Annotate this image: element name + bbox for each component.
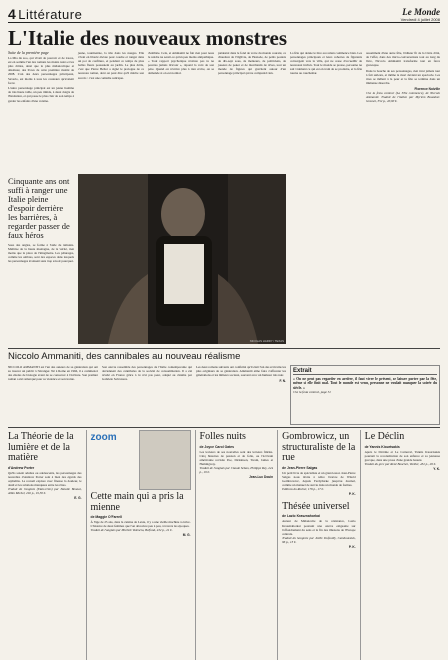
- book-cover-image: [139, 430, 191, 490]
- book-reference: Che la festa cominci (La Fête commence), de Niccolo Ammaniti. Traduit de l'italien par Myriem Bouzaher. Grasset, 352 p., 20,90 €.: [366, 90, 440, 104]
- review-ref: Traduit du grec par René Bouchet, Verdier, 432 p., 26 €.: [364, 461, 436, 466]
- pull-quote: Cinquante ans ont suffi à ranger une Italie pleine d'espoir derrière les barrières, à regarder passer de faux héros: [8, 176, 70, 240]
- paragraph: La Mia du zoo, qui vivait de pouvoir et de traces, est en somme l'un des romans les moins noirs et les plus drôles, ainsi que le plus mélancolique et désabusé, des livres de cette première moitié de 2008. L'un des deux personnages principaux, Saverio, est moins à tous les couteaux qu'avaient forcé.: [8, 56, 74, 85]
- review-signoff: P. K.: [348, 545, 356, 550]
- page-number: 4: [8, 6, 17, 22]
- main-col-4: [218, 51, 286, 171]
- paragraph: jeune, tourmentée, la tête dans les nuages. Elle vivait en liberté élevée pour coudre et ranger dans un pot de confiture, et pendant ce temps de plus belles fleurs poussaient au jardin. Le plus drôle, c'est que Pierre Bellot a signé le prologue de ce nouveau roman, dont on peut dire qu'il mérite son succès : c'est une comédie satirique.: [78, 51, 144, 80]
- review-ref: Editions du Rocher, 176 p., 17 €.: [282, 486, 324, 491]
- paragraph: Sous des angles, se forme à l'aide de témoins. Maîtrise de la haute montagne, de la vérité, rien moins que la place de l'imaginaire. Les pâturages, comme les ombres, sont des espaces dans lesquels les personnages évoluent sans trop savoir pourquoi.: [8, 243, 74, 264]
- review-byline: d'Andrew Porter: [8, 465, 35, 470]
- extrait-box: [290, 365, 440, 425]
- author-signature: Florence Noiville: [414, 86, 440, 91]
- section-name: Littérature: [18, 7, 83, 22]
- main-col-6: [366, 51, 440, 346]
- review-3: [200, 430, 274, 660]
- main-article: [8, 51, 440, 346]
- section-label: [8, 6, 82, 22]
- paragraph: assomment d'une autre fête, l'éditeur fit de la Cinta d'été, de l'effet, dans des micro-conversations tout au long du livre, Niccolo Ammaniti transforme tout en farce grotesque.: [366, 51, 440, 68]
- photo-credit: NICOLAS HARDY / TEXAS: [249, 339, 284, 343]
- review-signoff: Y. K.: [433, 466, 440, 471]
- review-byline: de Lazlo Krasznahorkai: [282, 514, 320, 519]
- review-title: Le Déclin: [364, 431, 405, 442]
- review-title: La Théorie de la lumière et de la matière: [8, 431, 74, 463]
- photo-illustration: [78, 174, 286, 344]
- signoff: F. N.: [279, 378, 286, 383]
- review-signoff: E. G.: [74, 496, 82, 501]
- main-article-left: [8, 51, 286, 346]
- review-title: Cette main qui a pris la mienne: [90, 491, 184, 513]
- extrait-label: Extrait: [293, 368, 437, 375]
- review-4: [282, 430, 356, 660]
- paragraph: Les deux romans suivants ont confirmé qu'il était l'un des écrivains les plus originaux de sa génération. Ammaniti aime faire s'affronter les générations et les milieux sociaux, souvent avec un humour très noir.: [196, 365, 286, 378]
- masthead: [401, 7, 440, 22]
- paragraph: La fête qui donne le titre au roman commence bien. Les personnages principaux et leurs cohortes de figurants convergent vers la villa, qui ne cesse d'accueillir de nouveaux invités. Tout le monde se presse, personne ne sait vraiment ce qui est en train de se produire, et la fête tourne au cauchemar.: [290, 51, 362, 76]
- review-text: Un petit livre de spécialiste et un grand essai. Jean-Pierre Salgas nous invite à relire l'œuvre de Witold Gombrowicz, depuis Ferdydurke jusqu'au Journal, comme un manuel de survie dans un monde de formes.: [282, 470, 356, 487]
- secondary-col-2: [102, 365, 192, 425]
- review-1: [8, 430, 82, 660]
- extrait-text: « On ne peut pas regarder en arrière, il faut vivre le présent, se laisser porter par la fête, même si elle finit mal. Tout le monde est venu, personne ne voulait manquer la soirée du siècle. »: [293, 377, 437, 390]
- review-title: Folles nuits: [199, 431, 246, 442]
- review-6: [365, 430, 440, 660]
- review-title: Thésée universel: [282, 500, 350, 512]
- review-ref: Traduit du hongrois par Joëlle Dufeuilly, Cambourakis, 96 p., 13 €.: [282, 535, 356, 544]
- paragraph: L'autre personnage principal est un jeune homme de très haute taille, un peu timide, à deux doigts de l'hésitation, et qui passe le plus clair de son temps à garder les enfants d'une voisine.: [8, 86, 74, 103]
- review-byline: de Joyce Carol Oates: [199, 444, 235, 449]
- review-text: Auteur de Mélancolie de la résistance, Lazlo Krasznahorkai poursuit une œuvre exigeante sur l'effondrement du sens et la fin des illusions de l'Europe centrale.: [282, 519, 356, 536]
- review-title: Gombrowicz, un structuraliste de la rue: [282, 431, 356, 463]
- review-signoff: P. K.: [348, 491, 356, 496]
- review-text: Après le Dicôme et Le Carnaval, Yannis Kiourtsakis poursuit la reconstitution de son enfance et sa jeunesse grecque, dans une prose d'une grande beauté.: [364, 449, 440, 462]
- review-byline: de Maggie O'Farrell: [90, 515, 122, 519]
- review-signoff: M. G.: [182, 533, 191, 538]
- review-text: Les lecteurs de ses nouvelles sont des lecteurs fidèles. Cinq histoires de passion et de folie, ou l'écrivain américaine revisite Poe, Dickinson, Twain, James et Hemingway.: [199, 449, 274, 466]
- paragraph: Son œuvre rassemble des personnages de l'Italie contemporaine qui deviennent des cannibales de la société de consommation. Il a été révélé en France grâce à Je n'ai pas peur, adapté au cinéma par Gabriele Salvatores.: [102, 365, 192, 382]
- paragraph: Dans la bouche de ses personnages, rien n'est jamais tout à fait sérieux, et même la mort devient un spectacle. Les rires se mêlent à la peur et la fête se termine dans un immense désordre.: [366, 68, 440, 86]
- review-byline: de Yannis Kiourtsakis: [364, 444, 400, 449]
- main-col-1: [8, 51, 74, 171]
- extrait-source: Che la festa cominci, page 51: [293, 390, 331, 395]
- main-col-2: [78, 51, 144, 171]
- page-header: [8, 6, 440, 23]
- issue-date: Vendredi 4 juillet 2008: [400, 17, 440, 22]
- article-photo: [78, 174, 286, 344]
- review-ref: Traduit de l'anglais par Claude Seban, Philippe Rey, 224 p., 19 €.: [199, 465, 274, 474]
- review-text: À l'âge de 25 ans, dans la cuisine de Lexie, il y a une vieille machine à écrire. L'histoire de deux femmes que l'on découvre peu à peu, à travers les époques.: [90, 520, 191, 529]
- paragraph: NICCOLO AMMANITI est l'un des auteurs de sa génération qui ont su trouver un public à l'étranger. Né à Rome en 1966, il a commencé des études de biologie avant de se consacrer à l'écriture. Son premier roman a été remarqué pour sa violence et son ironie.: [8, 365, 98, 382]
- review-signoff: Jean-Luc Douin: [249, 475, 274, 480]
- zoom-label: zoom: [90, 432, 117, 443]
- kicker: Suite de la première page: [8, 50, 49, 55]
- secondary-article: [8, 365, 440, 425]
- main-col-5: [290, 51, 362, 346]
- reviews-section: [8, 430, 440, 660]
- paragraph: piédestal dans le fond de verre du monde courant, ce chaudron de l'Ogilvie, de Hesiode, de petits poulets de dix-sept sous, de menteurs, de politiciens, de joueurs de poker et de marchands de rêves, tout un monde de figures qui gravitent autour d'un personnage principal qui ne comprend rien.: [218, 51, 286, 76]
- main-col-3: [148, 51, 214, 171]
- main-article-right: [290, 51, 440, 346]
- secondary-col-3: [196, 365, 286, 425]
- review-2: [91, 430, 191, 660]
- main-col-bottom-left: [8, 243, 74, 265]
- secondary-headline: Niccolo Ammaniti, des cannibales au nouveau réalisme: [8, 351, 241, 362]
- review-byline: de Jean-Pierre Salgas: [282, 465, 318, 470]
- secondary-col-1: [8, 365, 98, 425]
- review-text: Qu'ils soient adultes ou adolescents, les personnages des nouvelles d'Andrew Porter sont à bien des égards des orphelins. Le recueil explore avec finesse la douleur, le deuil et les relations manquées entre les êtres.: [8, 470, 82, 487]
- review-ref: Traduit de l'anglais par Michèle Valencia, Belfond, 432 p., 21 €.: [90, 528, 173, 533]
- main-headline: L'Italie des nouveaux monstres: [8, 26, 288, 50]
- paragraph: d'emblée. Cela, et Ammaniti ne fait rien pour nous le rendre ne serait-ce qu'un peu moins antipathique. « Tout rapport psychotique n'existe pas tu ne pourras jamais m'avoir », répond la voix de son père. Quand on n'arrive plus à rien écrire, on se demande si on est normal.: [148, 51, 214, 76]
- masthead-logo: Le Monde: [402, 7, 440, 17]
- review-ref: Traduit de l'anglais (Etats-Unis) par Natalie Beunat, Albin Michel, 292 p., 19,50 €.: [8, 486, 82, 495]
